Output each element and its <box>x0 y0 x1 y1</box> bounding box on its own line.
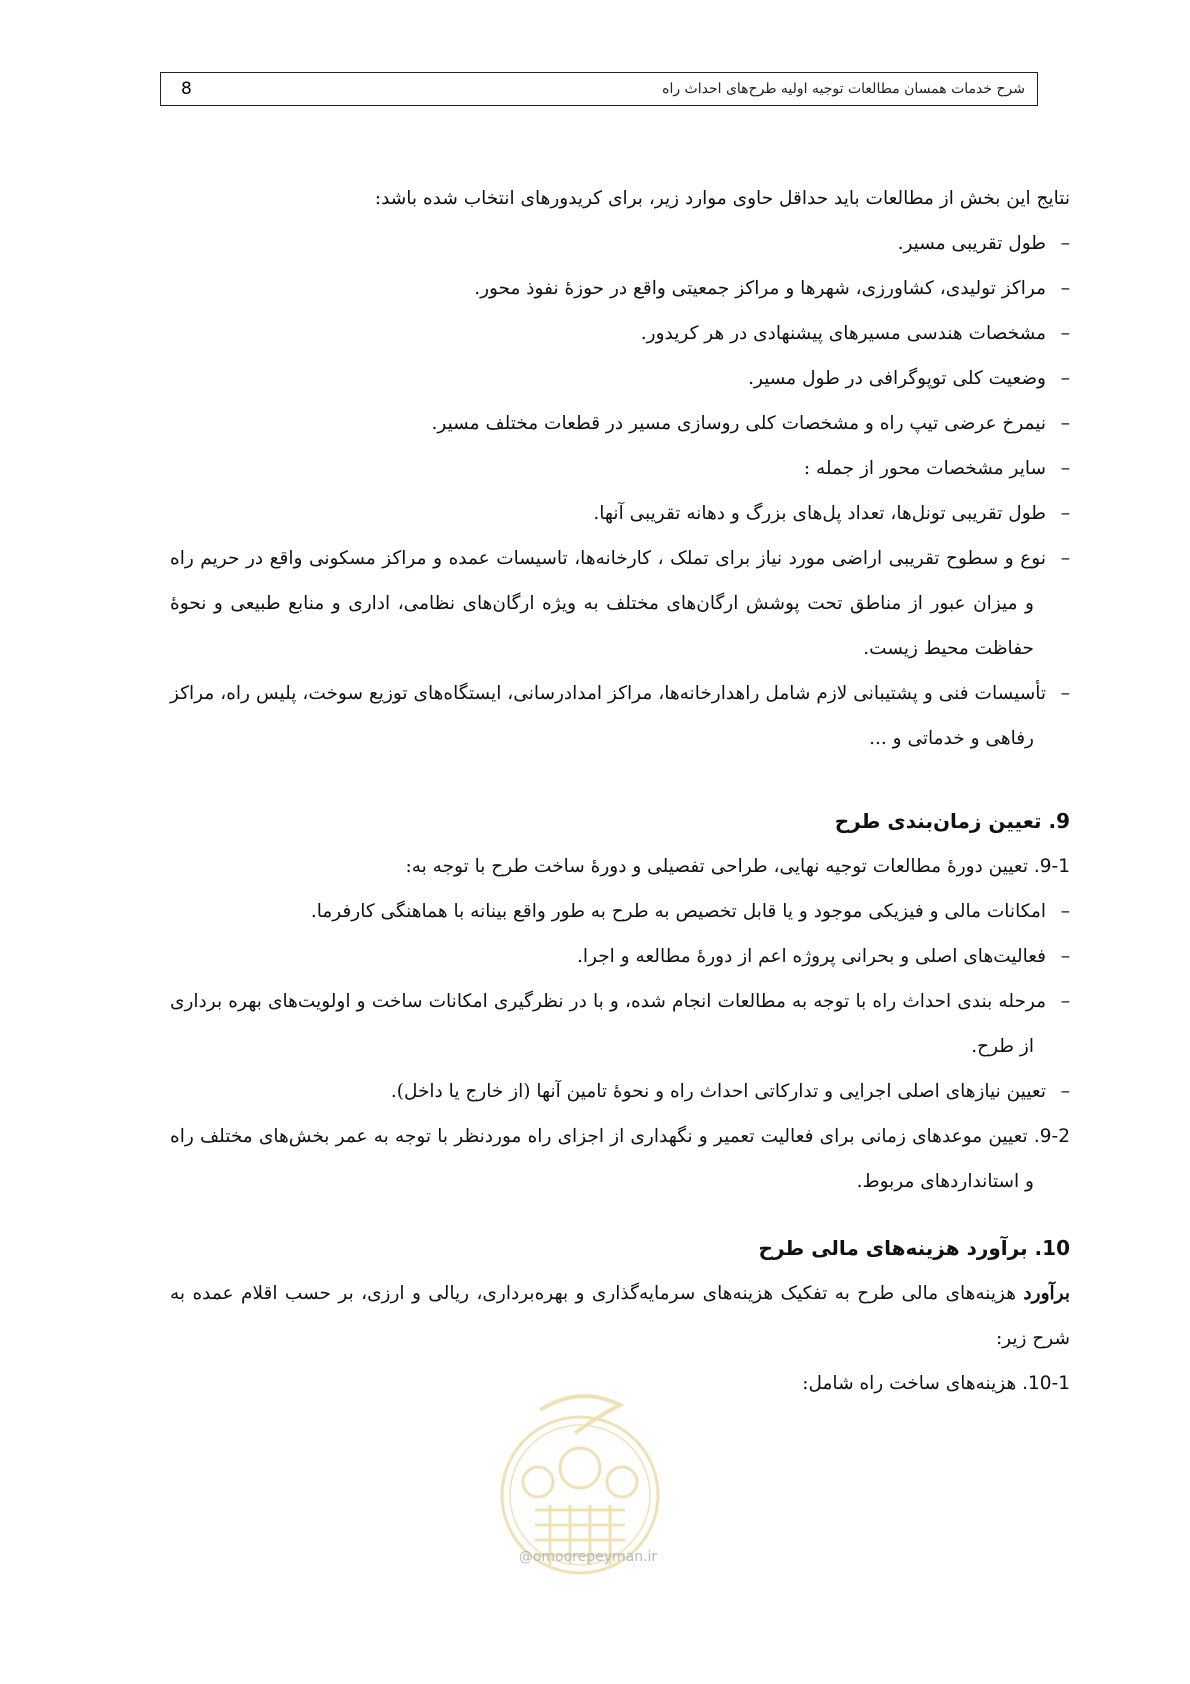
dash-marker: – <box>1060 503 1070 524</box>
dash-marker: – <box>1060 323 1070 344</box>
dash-marker: – <box>1060 901 1070 922</box>
list-item <box>170 401 1070 446</box>
list-item-text: طول تقریبی تونل‌ها، تعداد پل‌های بزرگ و دهانه تقریبی آنها. <box>593 503 1046 524</box>
section-10-lead-text: هزینه‌های مالی طرح به تفکیک هزینه‌های سرمایه‌گذاری و بهره‌برداری، ریالی و ارزی، بر حسب اقلام عمده به شرح زیر: <box>170 1283 1070 1349</box>
list-item <box>170 934 1070 979</box>
list-item <box>170 266 1070 311</box>
list-item-text: مرحله بندی احداث راه با توجه به مطالعات انجام شده، و با در نظرگیری امکانات ساخت و اولویت‌های بهره برداری از طرح. <box>170 991 1046 1057</box>
section-10-lead-bold: برآورد <box>1023 1283 1070 1304</box>
list-item <box>170 311 1070 356</box>
list-item-text: فعالیت‌های اصلی و بحرانی پروژه اعم از دورهٔ مطالعه و اجرا. <box>576 946 1046 967</box>
section-10-heading: 10. برآورد هزینه‌های مالی طرح <box>758 1236 1070 1260</box>
list-item-text: نوع و سطوح تقریبی اراضی مورد نیاز برای تملک ، کارخانه‌ها، تاسیسات عمده و مراکز مسکونی واقع در حریم راه و میزان عبور از مناطق تحت پوشش ارگان‌های مختلف به ویژه ارگان‌های نظامی، اداری و منابع طبیعی و نحوهٔ حفاظت محیط زیست. <box>170 548 1046 659</box>
section-9-heading: 9. تعیین زمان‌بندی طرح <box>834 809 1070 833</box>
dash-marker: – <box>1060 991 1070 1012</box>
list-item-text: مشخصات هندسی مسیرهای پیشنهادی در هر کریدور. <box>640 323 1046 344</box>
dash-marker: – <box>1060 368 1070 389</box>
list-item-text: تأسیسات فنی و پشتیبانی لازم شامل راهدارخانه‌ها، مراکز امدادرسانی، ایستگاه‌های توزیع سوخت، پلیس راه، مراکز رفاهی و خدماتی و ... <box>170 683 1046 749</box>
dash-marker: – <box>1060 946 1070 967</box>
dash-marker: – <box>1060 413 1070 434</box>
subsection-9-2 <box>170 1114 1070 1204</box>
list-item <box>170 491 1070 536</box>
subsection-9-1-text: تعیین دورهٔ مطالعات توجیه نهایی، طراحی تفصیلی و دورهٔ ساخت طرح با توجه به: <box>405 856 1028 877</box>
page-header <box>160 72 1038 106</box>
dash-marker: – <box>1060 458 1070 479</box>
dash-marker: – <box>1060 1081 1070 1102</box>
intro-bullet-list <box>170 221 1070 761</box>
list-item-text: وضعیت کلی توپوگرافی در طول مسیر. <box>748 368 1046 389</box>
section-10-lead <box>170 1271 1070 1361</box>
subsection-10-1-text: هزینه‌های ساخت راه شامل: <box>802 1373 1017 1394</box>
subsection-9-2-text: تعیین موعدهای زمانی برای فعالیت تعمیر و نگهداری از اجزای راه موردنظر با توجه به عمر بخش‌های مختلف راه و استانداردهای مربوط. <box>170 1126 1034 1192</box>
list-item <box>170 671 1070 761</box>
subsection-9-2-number: 9-2. <box>1033 1126 1070 1147</box>
list-item <box>170 536 1070 671</box>
section-9-bullet-list <box>170 889 1070 1114</box>
list-item-text: نیمرخ عرضی تیپ راه و مشخصات کلی روسازی مسیر در قطعات مختلف مسیر. <box>431 413 1046 434</box>
list-item-text: طول تقریبی مسیر. <box>897 233 1046 254</box>
list-item-text: مراکز تولیدی، کشاورزی، شهرها و مراکز جمعیتی واقع در حوزهٔ نفوذ محور. <box>474 278 1046 299</box>
list-item <box>170 889 1070 934</box>
dash-marker: – <box>1060 233 1070 254</box>
dash-marker: – <box>1060 548 1070 569</box>
subsection-10-1-number: 10-1. <box>1022 1373 1070 1394</box>
list-item <box>170 356 1070 401</box>
list-item <box>170 979 1070 1069</box>
watermark-gear-center <box>560 1448 600 1488</box>
list-item-text: تعیین نیازهای اصلی اجرایی و تدارکاتی احداث راه و نحوهٔ تامین آنها (از خارج یا داخل). <box>390 1081 1046 1102</box>
list-item-text: امکانات مالی و فیزیکی موجود و یا قابل تخصیص به طرح به طور واقع بینانه با هماهنگی کارفرما. <box>310 901 1046 922</box>
watermark-text: @omoorepeyman.ir <box>518 1549 658 1565</box>
list-item-text: سایر مشخصات محور از جمله : <box>803 458 1046 479</box>
list-item <box>170 446 1070 491</box>
subsection-9-1 <box>170 844 1070 889</box>
list-item <box>170 1069 1070 1114</box>
dash-marker: – <box>1060 683 1070 704</box>
list-item <box>170 221 1070 266</box>
page-number: 8 <box>181 79 192 99</box>
page-body <box>170 176 1070 1406</box>
section-intro-lead: نتایج این بخش از مطالعات باید حداقل حاوی موارد زیر، برای کریدورهای انتخاب شده باشد: <box>374 188 1070 209</box>
header-title: شرح خدمات همسان مطالعات توجیه اولیه طرح‌های احداث راه <box>662 81 1025 97</box>
subsection-9-1-number: 9-1. <box>1033 856 1070 877</box>
dash-marker: – <box>1060 278 1070 299</box>
